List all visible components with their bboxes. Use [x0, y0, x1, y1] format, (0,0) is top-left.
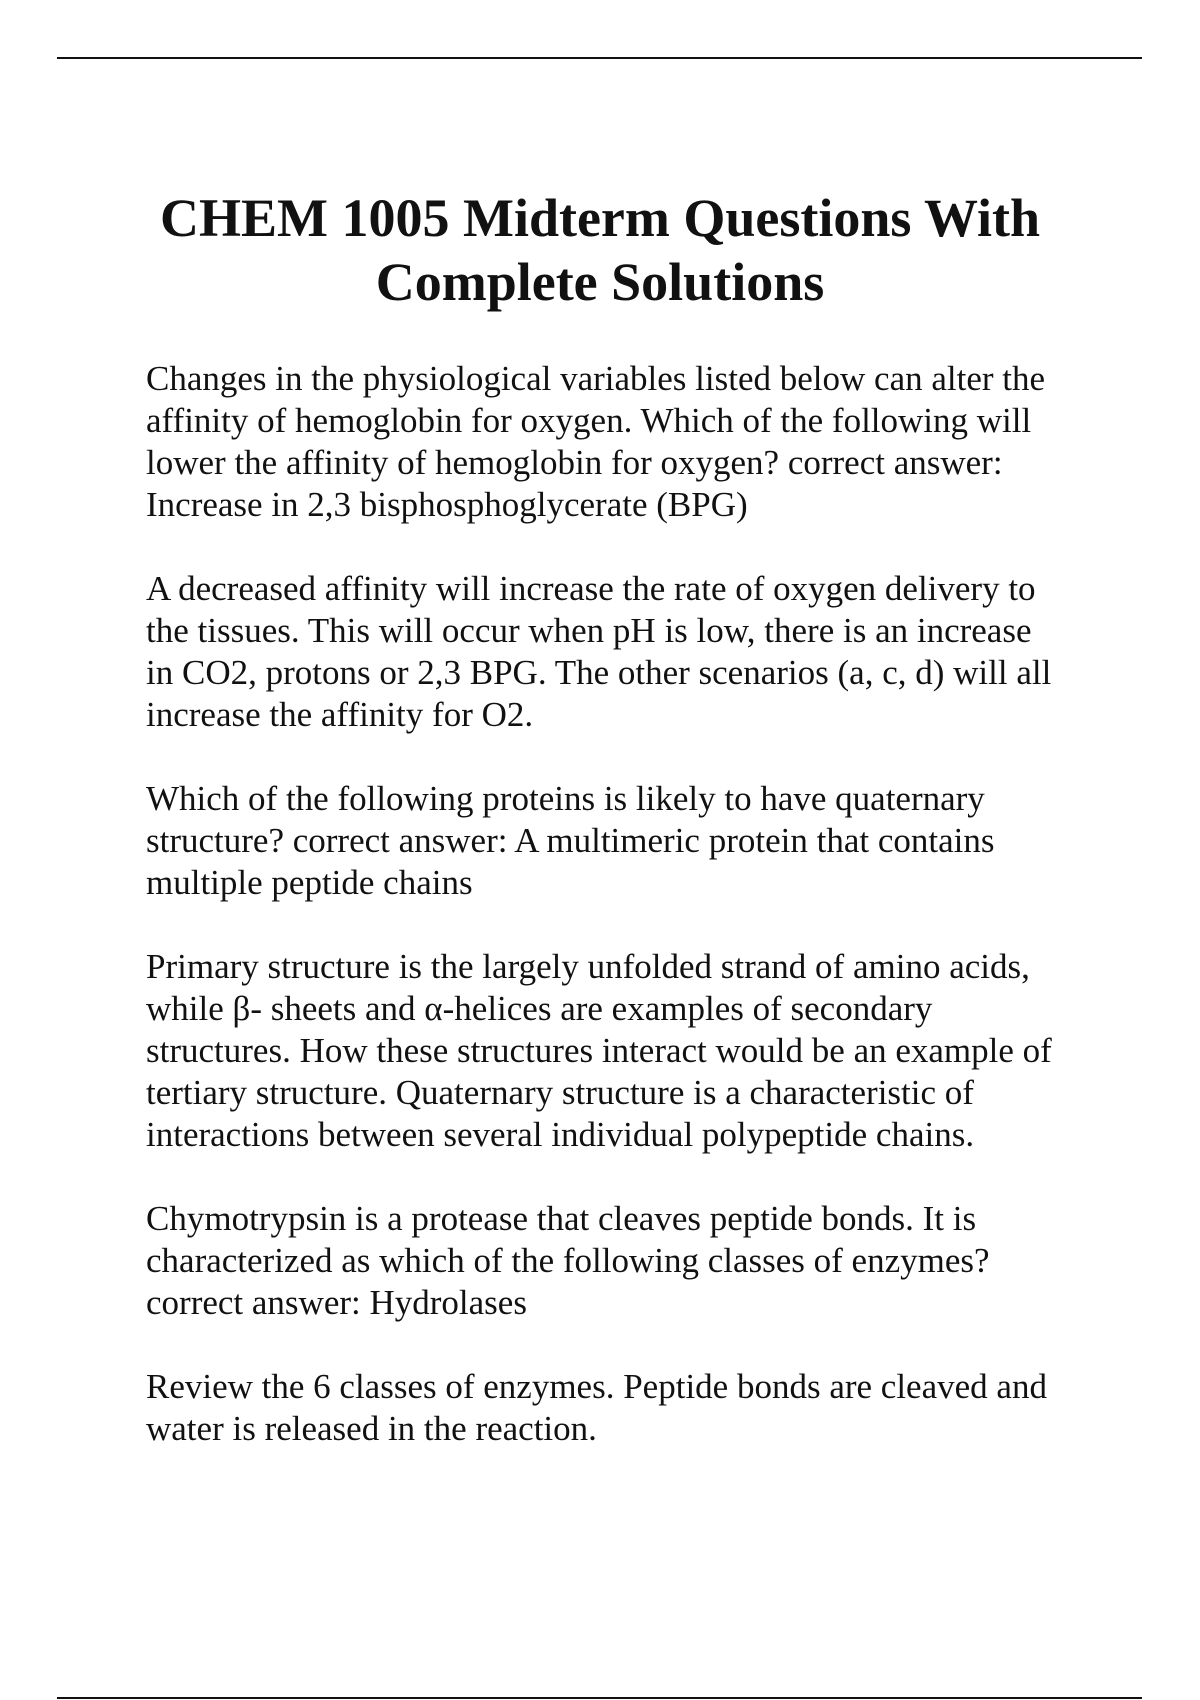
text-line: Increase in 2,3 bisphosphoglycerate (BPG): [146, 485, 748, 524]
text-line: affinity of hemoglobin for oxygen. Which of the following will: [146, 401, 1032, 440]
title-line: Complete Solutions: [375, 252, 825, 312]
question-hemoglobin-affinity: [146, 358, 1096, 526]
explanation-enzyme-classes: [146, 1366, 1096, 1450]
text-line: the tissues. This will occur when pH is low, there is an increase: [146, 611, 1032, 650]
text-line: increase the affinity for O2.: [146, 695, 534, 734]
explanation-protein-structure: [146, 946, 1096, 1156]
text-line: water is released in the reaction.: [146, 1409, 597, 1448]
text-line: in CO2, protons or 2,3 BPG. The other scenarios (a, c, d) will all: [146, 653, 1052, 692]
text-line: Changes in the physiological variables listed below can alter the: [146, 359, 1046, 398]
text-line: Which of the following proteins is likely to have quaternary: [146, 779, 985, 818]
text-line: interactions between several individual polypeptide chains.: [146, 1115, 975, 1154]
title-line: CHEM 1005 Midterm Questions With: [159, 188, 1040, 248]
text-line: multiple peptide chains: [146, 863, 473, 902]
text-line: tertiary structure. Quaternary structure is a characteristic of: [146, 1073, 974, 1112]
text-line: while β- sheets and α-helices are examples of secondary: [146, 989, 933, 1028]
question-quaternary-structure: [146, 778, 1096, 904]
text-line: characterized as which of the following classes of enzymes?: [146, 1241, 990, 1280]
text-line: correct answer: Hydrolases: [146, 1283, 527, 1322]
bottom-rule: [57, 1697, 1142, 1699]
text-line: structure? correct answer: A multimeric protein that contains: [146, 821, 995, 860]
document-body: [146, 358, 1096, 1492]
text-line: structures. How these structures interact would be an example of: [146, 1031, 1052, 1070]
text-line: A decreased affinity will increase the rate of oxygen delivery to: [146, 569, 1036, 608]
text-line: Primary structure is the largely unfolded strand of amino acids,: [146, 947, 1030, 986]
explanation-hemoglobin-affinity: [146, 568, 1096, 736]
text-line: Review the 6 classes of enzymes. Peptide bonds are cleaved and: [146, 1367, 1047, 1406]
top-rule: [57, 57, 1142, 59]
text-line: Chymotrypsin is a protease that cleaves peptide bonds. It is: [146, 1199, 977, 1238]
question-chymotrypsin: [146, 1198, 1096, 1324]
text-line: lower the affinity of hemoglobin for oxygen? correct answer:: [146, 443, 1003, 482]
page-title: [100, 186, 1100, 314]
